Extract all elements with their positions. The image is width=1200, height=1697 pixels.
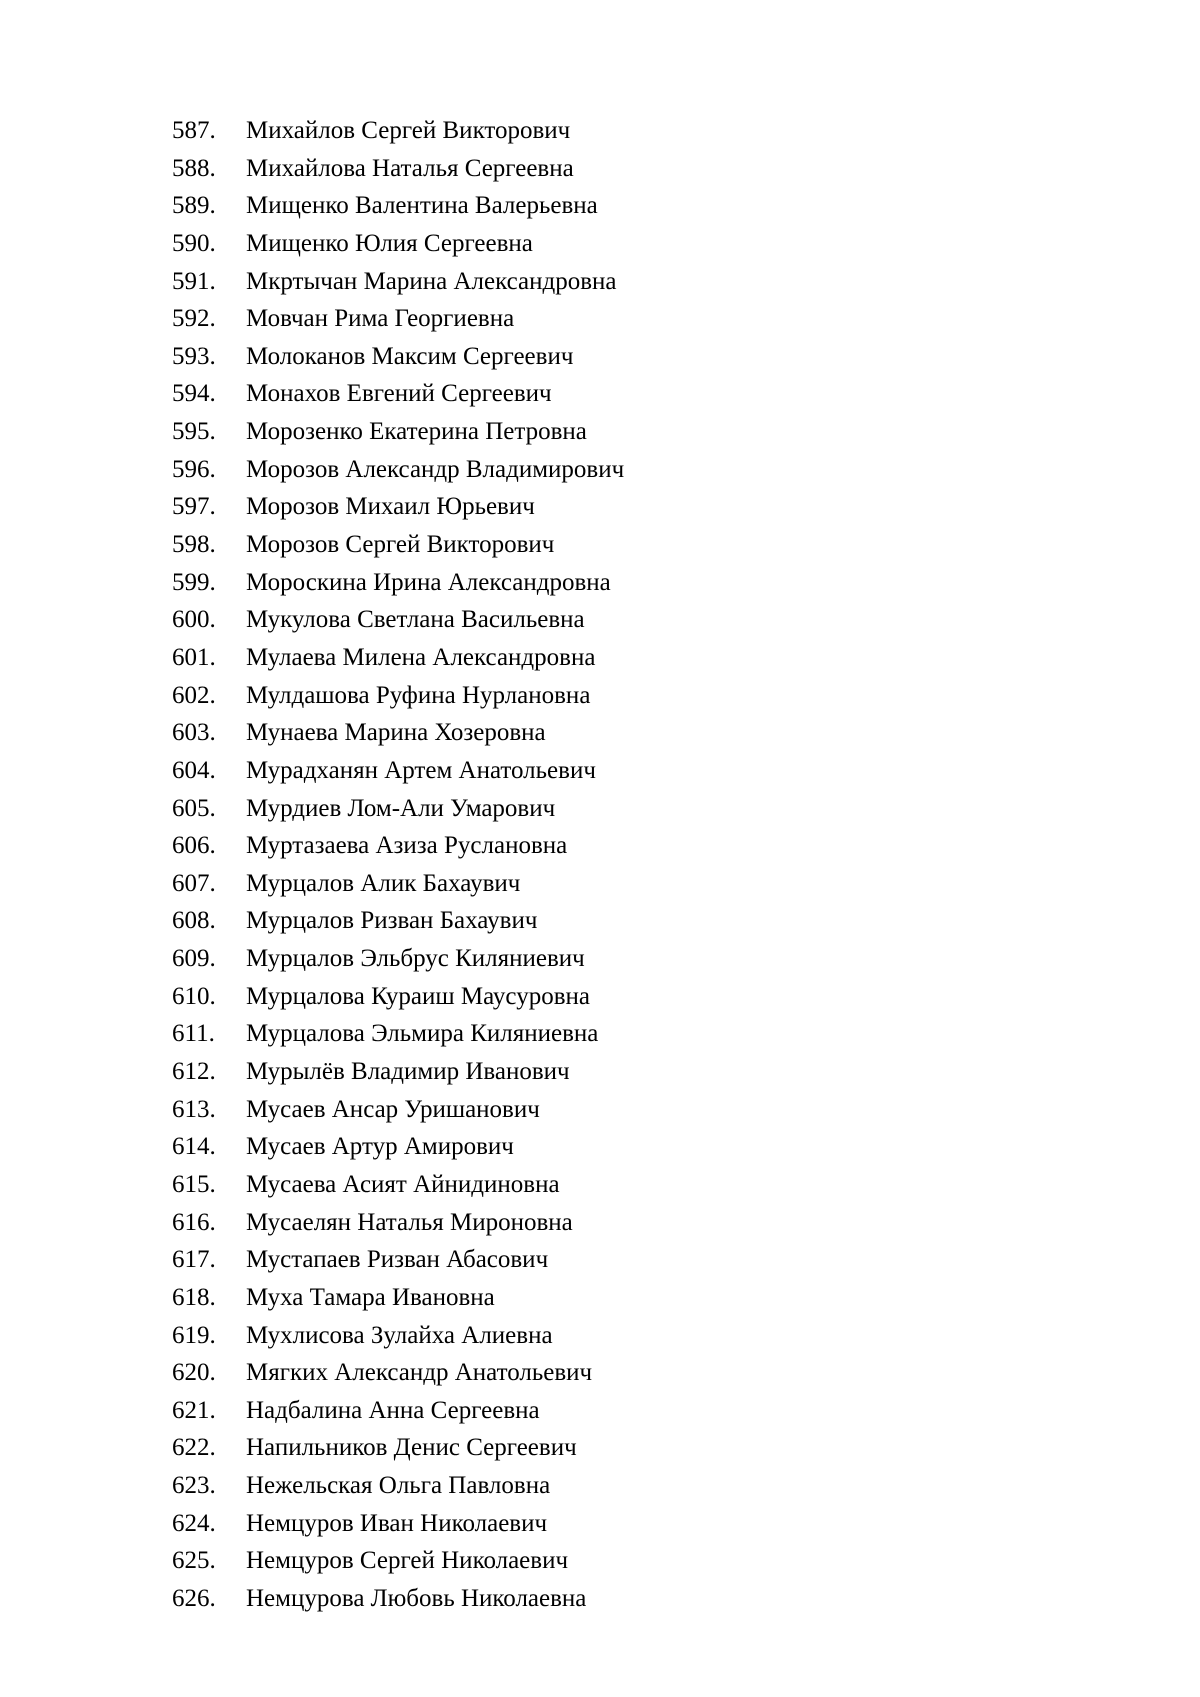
list-item [0, 1429, 1200, 1467]
list-item [0, 413, 1200, 451]
entry-number: 593. [172, 342, 216, 370]
entry-name: Нежельская Ольга Павловна [246, 1472, 551, 1500]
entry-name: Мусаелян Наталья Мироновна [246, 1208, 573, 1236]
entry-name: Немцуров Иван Николаевич [246, 1509, 548, 1537]
entry-name: Мурцалова Кураиш Маусуровна [246, 982, 590, 1010]
entry-name: Немцуров Сергей Николаевич [246, 1547, 569, 1575]
entry-number: 617. [172, 1246, 216, 1274]
list-item [0, 1317, 1200, 1355]
list-item [0, 1505, 1200, 1543]
list-item [0, 902, 1200, 940]
list-item [0, 1091, 1200, 1129]
list-item [0, 1392, 1200, 1430]
entry-name: Мулаева Милена Александровна [246, 643, 596, 671]
list-item [0, 940, 1200, 978]
entry-name: Немцурова Любовь Николаевна [246, 1584, 587, 1612]
entry-number: 601. [172, 643, 216, 671]
entry-name: Мурадханян Артем Анатольевич [246, 756, 596, 784]
entry-name: Молоканов Максим Сергеевич [246, 342, 574, 370]
list-item [0, 225, 1200, 263]
entry-name: Мусаев Артур Амирович [246, 1133, 514, 1161]
entry-name: Мищенко Юлия Сергеевна [246, 229, 533, 257]
entry-number: 614. [172, 1133, 216, 1161]
entry-number: 589. [172, 192, 216, 220]
list-item [0, 300, 1200, 338]
entry-number: 590. [172, 229, 216, 257]
entry-number: 591. [172, 267, 216, 295]
entry-number: 624. [172, 1509, 216, 1537]
entry-number: 625. [172, 1547, 216, 1575]
entry-name: Монахов Евгений Сергеевич [246, 380, 552, 408]
list-item [0, 1015, 1200, 1053]
entry-number: 605. [172, 794, 216, 822]
entry-name: Муртазаева Азиза Руслановна [246, 832, 568, 860]
list-item [0, 1241, 1200, 1279]
list-item [0, 150, 1200, 188]
entry-number: 623. [172, 1472, 216, 1500]
list-item [0, 865, 1200, 903]
list-item [0, 1166, 1200, 1204]
entry-number: 594. [172, 380, 216, 408]
list-item [0, 1580, 1200, 1618]
entry-number: 613. [172, 1095, 216, 1123]
list-item [0, 263, 1200, 301]
entry-name: Мукулова Светлана Васильевна [246, 606, 585, 634]
list-item [0, 488, 1200, 526]
entry-number: 607. [172, 869, 216, 897]
list-item [0, 752, 1200, 790]
name-list [0, 112, 1200, 1618]
list-item [0, 790, 1200, 828]
entry-name: Мурдиев Лом-Али Умарович [246, 794, 556, 822]
entry-number: 609. [172, 945, 216, 973]
entry-number: 615. [172, 1170, 216, 1198]
entry-name: Морозов Александр Владимирович [246, 455, 625, 483]
entry-name: Морозов Сергей Викторович [246, 531, 555, 559]
list-item [0, 714, 1200, 752]
entry-number: 597. [172, 493, 216, 521]
entry-name: Мустапаев Ризван Абасович [246, 1246, 549, 1274]
entry-number: 600. [172, 606, 216, 634]
entry-number: 618. [172, 1283, 216, 1311]
entry-name: Мухлисова Зулайха Алиевна [246, 1321, 553, 1349]
list-item [0, 1467, 1200, 1505]
entry-number: 592. [172, 305, 216, 333]
entry-name: Морозов Михаил Юрьевич [246, 493, 535, 521]
list-item [0, 1053, 1200, 1091]
entry-number: 622. [172, 1434, 216, 1462]
entry-name: Мунаева Марина Хозеровна [246, 719, 546, 747]
entry-number: 587. [172, 117, 216, 144]
list-item [0, 601, 1200, 639]
entry-name: Мурцалов Ризван Бахаувич [246, 907, 538, 935]
list-item [0, 827, 1200, 865]
list-item [0, 564, 1200, 602]
entry-number: 598. [172, 531, 216, 559]
entry-number: 616. [172, 1208, 216, 1236]
entry-name: Мусаев Ансар Уришанович [246, 1095, 540, 1123]
entry-name: Мкртычан Марина Александровна [246, 267, 617, 295]
entry-name: Мурцалов Эльбрус Киляниевич [246, 945, 585, 973]
list-item [0, 677, 1200, 715]
entry-number: 612. [172, 1058, 216, 1086]
entry-number: 602. [172, 681, 216, 709]
entry-name: Мовчан Рима Георгиевна [246, 305, 515, 333]
list-item [0, 1128, 1200, 1166]
entry-number: 621. [172, 1396, 216, 1424]
entry-number: 604. [172, 756, 216, 784]
list-item [0, 338, 1200, 376]
list-item [0, 375, 1200, 413]
entry-name: Мурцалов Алик Бахаувич [246, 869, 521, 897]
list-item [0, 1354, 1200, 1392]
list-item [0, 1204, 1200, 1242]
entry-name: Морозенко Екатерина Петровна [246, 418, 587, 446]
list-item [0, 187, 1200, 225]
entry-name: Мулдашова Руфина Нурлановна [246, 681, 591, 709]
entry-name: Мороскина Ирина Александровна [246, 568, 611, 596]
entry-name: Муха Тамара Ивановна [246, 1283, 495, 1311]
list-item [0, 526, 1200, 564]
entry-number: 595. [172, 418, 216, 446]
list-item [0, 1542, 1200, 1580]
entry-number: 588. [172, 154, 216, 182]
entry-name: Мусаева Асият Айнидиновна [246, 1170, 560, 1198]
entry-name: Мищенко Валентина Валерьевна [246, 192, 598, 220]
entry-number: 611. [172, 1020, 215, 1048]
entry-name: Мягких Александр Анатольевич [246, 1359, 593, 1387]
list-item [0, 112, 1200, 150]
entry-number: 606. [172, 832, 216, 860]
entry-name: Мурцалова Эльмира Киляниевна [246, 1020, 599, 1048]
entry-name: Надбалина Анна Сергеевна [246, 1396, 540, 1424]
entry-name: Михайлов Сергей Викторович [246, 117, 571, 144]
entry-number: 620. [172, 1359, 216, 1387]
entry-number: 610. [172, 982, 216, 1010]
entry-number: 603. [172, 719, 216, 747]
entry-number: 596. [172, 455, 216, 483]
entry-number: 626. [172, 1584, 216, 1612]
entry-name: Михайлова Наталья Сергеевна [246, 154, 574, 182]
entry-number: 619. [172, 1321, 216, 1349]
list-item [0, 978, 1200, 1016]
list-item [0, 1279, 1200, 1317]
entry-name: Напильников Денис Сергеевич [246, 1434, 577, 1462]
list-item [0, 451, 1200, 489]
list-item [0, 639, 1200, 677]
entry-number: 608. [172, 907, 216, 935]
entry-name: Мурылёв Владимир Иванович [246, 1058, 570, 1086]
entry-number: 599. [172, 568, 216, 596]
